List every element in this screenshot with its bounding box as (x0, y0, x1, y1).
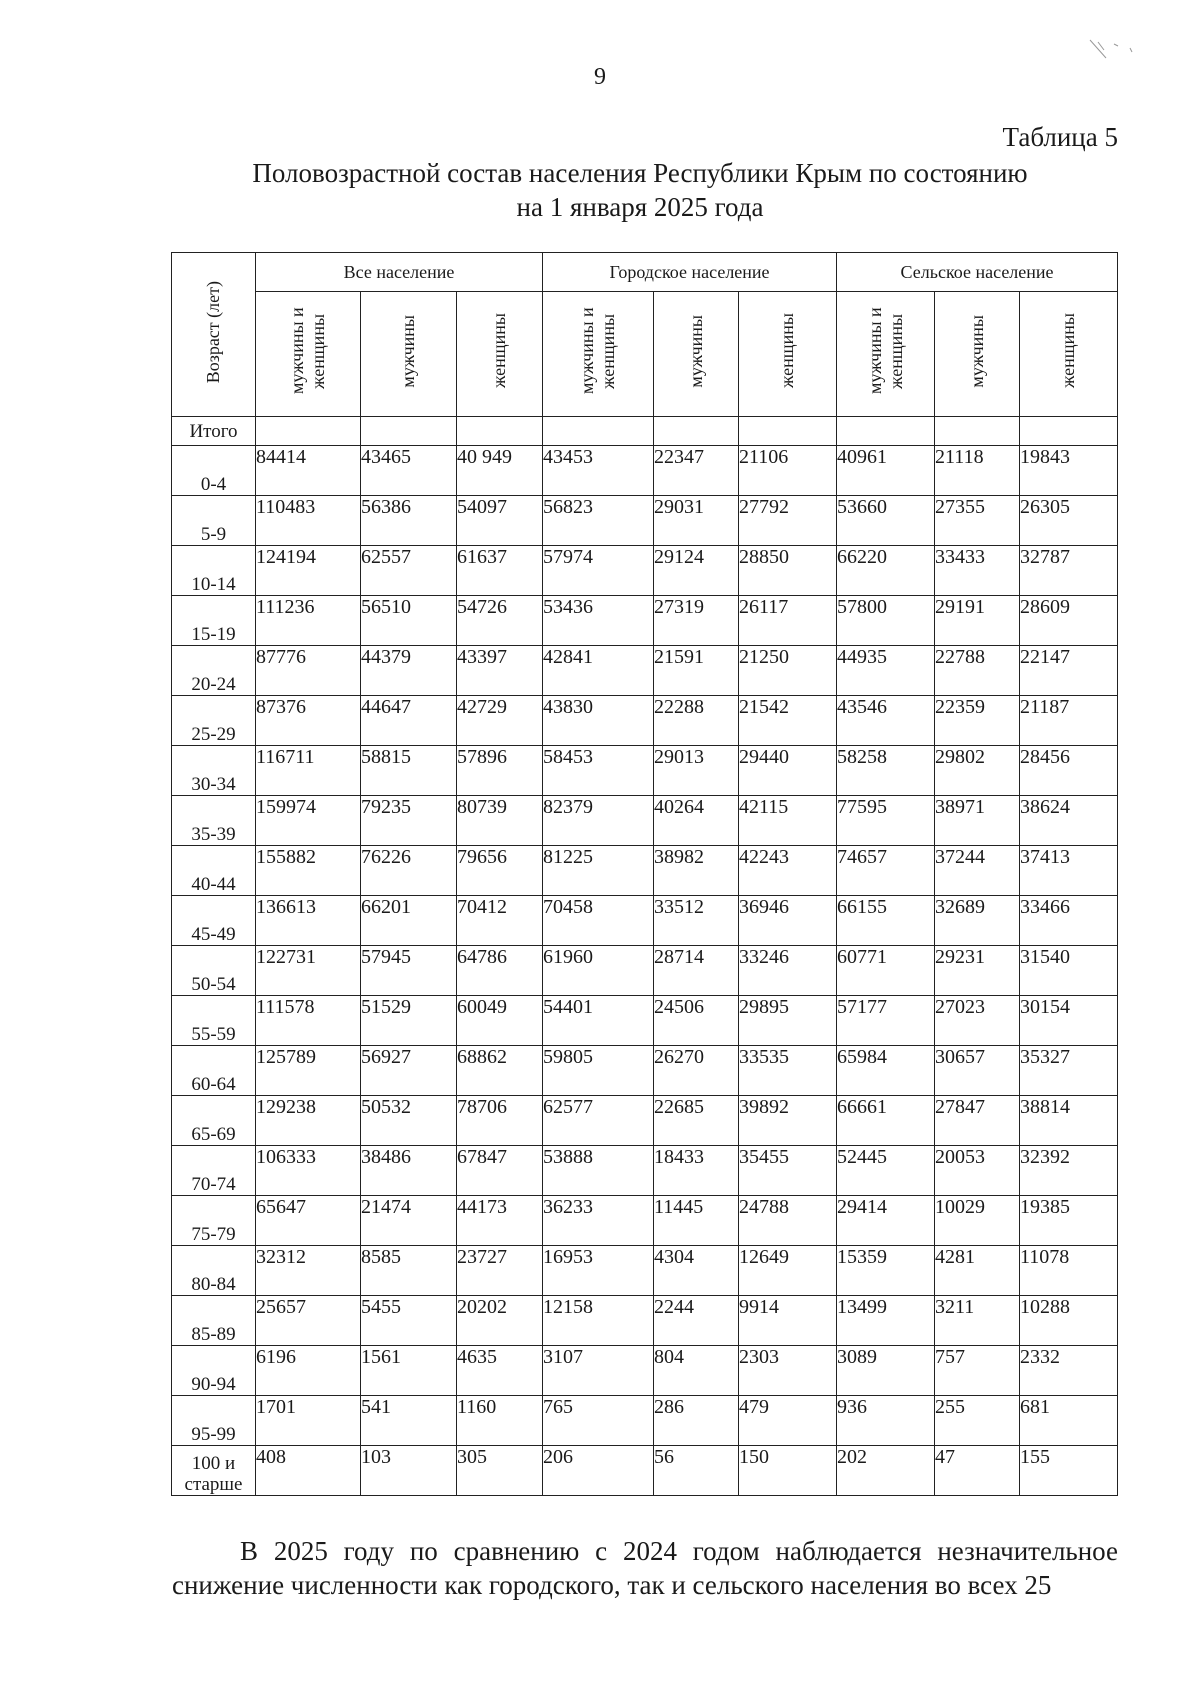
value-cell: 44173 (457, 1196, 543, 1246)
value-cell: 74657 (837, 846, 935, 896)
table-row (172, 846, 1118, 896)
value-cell: 61960 (543, 946, 654, 996)
table-row (172, 1096, 1118, 1146)
value-cell: 58453 (543, 746, 654, 796)
value-cell: 29802 (935, 746, 1020, 796)
value-cell: 19843 (1020, 446, 1118, 496)
value-cell: 33535 (739, 1046, 837, 1096)
value-cell: 68862 (457, 1046, 543, 1096)
total-cell (361, 417, 457, 446)
value-cell: 27355 (935, 496, 1020, 546)
value-cell: 28609 (1020, 596, 1118, 646)
value-cell: 26270 (654, 1046, 739, 1096)
value-cell: 25657 (256, 1296, 361, 1346)
value-cell: 81225 (543, 846, 654, 896)
value-cell: 26117 (739, 596, 837, 646)
value-cell: 3089 (837, 1346, 935, 1396)
value-cell: 155 (1020, 1446, 1118, 1496)
value-cell: 30657 (935, 1046, 1020, 1096)
value-cell: 757 (935, 1346, 1020, 1396)
value-cell: 33466 (1020, 896, 1118, 946)
value-cell: 103 (361, 1446, 457, 1496)
value-cell: 37244 (935, 846, 1020, 896)
value-cell: 129238 (256, 1096, 361, 1146)
value-cell: 12649 (739, 1246, 837, 1296)
value-cell: 54097 (457, 496, 543, 546)
value-cell: 1561 (361, 1346, 457, 1396)
value-cell: 70458 (543, 896, 654, 946)
value-cell: 53436 (543, 596, 654, 646)
value-cell: 57974 (543, 546, 654, 596)
value-cell: 29013 (654, 746, 739, 796)
age-group-cell: 55-59 (172, 996, 256, 1046)
value-cell: 39892 (739, 1096, 837, 1146)
subheader-urban-men: мужчины (654, 292, 739, 417)
value-cell: 124194 (256, 546, 361, 596)
value-cell: 42115 (739, 796, 837, 846)
value-cell: 2244 (654, 1296, 739, 1346)
page-number: 9 (594, 64, 606, 90)
value-cell: 29440 (739, 746, 837, 796)
value-cell: 2332 (1020, 1346, 1118, 1396)
value-cell: 57800 (837, 596, 935, 646)
value-cell: 27847 (935, 1096, 1020, 1146)
value-cell: 28456 (1020, 746, 1118, 796)
subheader-all-women: женщины (457, 292, 543, 417)
value-cell: 122731 (256, 946, 361, 996)
value-cell: 13499 (837, 1296, 935, 1346)
value-cell: 62557 (361, 546, 457, 596)
value-cell: 21250 (739, 646, 837, 696)
value-cell: 79656 (457, 846, 543, 896)
total-cell (543, 417, 654, 446)
value-cell: 29191 (935, 596, 1020, 646)
value-cell: 155882 (256, 846, 361, 896)
value-cell: 27319 (654, 596, 739, 646)
table-row (172, 796, 1118, 846)
value-cell: 56927 (361, 1046, 457, 1096)
value-cell: 22359 (935, 696, 1020, 746)
value-cell: 255 (935, 1396, 1020, 1446)
value-cell: 66661 (837, 1096, 935, 1146)
value-cell: 43453 (543, 446, 654, 496)
age-group-cell: 15-19 (172, 596, 256, 646)
value-cell: 106333 (256, 1146, 361, 1196)
value-cell: 43546 (837, 696, 935, 746)
value-cell: 305 (457, 1446, 543, 1496)
value-cell: 20053 (935, 1146, 1020, 1196)
value-cell: 38982 (654, 846, 739, 896)
value-cell: 52445 (837, 1146, 935, 1196)
value-cell: 150 (739, 1446, 837, 1496)
table-row (172, 1446, 1118, 1496)
value-cell: 44935 (837, 646, 935, 696)
age-group-cell: 45-49 (172, 896, 256, 946)
age-group-cell: 20-24 (172, 646, 256, 696)
age-group-cell: 70-74 (172, 1146, 256, 1196)
value-cell: 42729 (457, 696, 543, 746)
value-cell: 50532 (361, 1096, 457, 1146)
group-header-rural: Сельское население (837, 253, 1118, 292)
value-cell: 111578 (256, 996, 361, 1046)
value-cell: 38624 (1020, 796, 1118, 846)
value-cell: 64786 (457, 946, 543, 996)
value-cell: 22288 (654, 696, 739, 746)
table-row (172, 546, 1118, 596)
value-cell: 15359 (837, 1246, 935, 1296)
table-row (172, 646, 1118, 696)
value-cell: 59805 (543, 1046, 654, 1096)
group-header-urban: Городское население (543, 253, 837, 292)
value-cell: 16953 (543, 1246, 654, 1296)
table-row (172, 1196, 1118, 1246)
subheader-all-men: мужчины (361, 292, 457, 417)
value-cell: 38486 (361, 1146, 457, 1196)
value-cell: 57177 (837, 996, 935, 1046)
value-cell: 2303 (739, 1346, 837, 1396)
total-row (172, 417, 1118, 446)
value-cell: 21106 (739, 446, 837, 496)
table-row (172, 1396, 1118, 1446)
value-cell: 32392 (1020, 1146, 1118, 1196)
value-cell: 57945 (361, 946, 457, 996)
age-group-cell: 25-29 (172, 696, 256, 746)
value-cell: 202 (837, 1446, 935, 1496)
value-cell: 37413 (1020, 846, 1118, 896)
value-cell: 67847 (457, 1146, 543, 1196)
table-row (172, 946, 1118, 996)
table-row (172, 696, 1118, 746)
age-group-cell: 65-69 (172, 1096, 256, 1146)
table-row (172, 1296, 1118, 1346)
total-cell (654, 417, 739, 446)
age-group-cell: 100 и старше (172, 1446, 256, 1496)
value-cell: 26305 (1020, 496, 1118, 546)
value-cell: 3211 (935, 1296, 1020, 1346)
value-cell: 479 (739, 1396, 837, 1446)
value-cell: 56 (654, 1446, 739, 1496)
value-cell: 111236 (256, 596, 361, 646)
table-caption: Таблица 5 (1002, 122, 1118, 152)
total-cell (1020, 417, 1118, 446)
value-cell: 76226 (361, 846, 457, 896)
total-cell (935, 417, 1020, 446)
value-cell: 24506 (654, 996, 739, 1046)
value-cell: 38814 (1020, 1096, 1118, 1146)
value-cell: 61637 (457, 546, 543, 596)
value-cell: 408 (256, 1446, 361, 1496)
total-cell (837, 417, 935, 446)
value-cell: 23727 (457, 1246, 543, 1296)
table-row (172, 1146, 1118, 1196)
value-cell: 32312 (256, 1246, 361, 1296)
value-cell: 40264 (654, 796, 739, 846)
value-cell: 21118 (935, 446, 1020, 496)
value-cell: 62577 (543, 1096, 654, 1146)
value-cell: 110483 (256, 496, 361, 546)
value-cell: 77595 (837, 796, 935, 846)
value-cell: 32787 (1020, 546, 1118, 596)
value-cell: 42841 (543, 646, 654, 696)
age-group-cell: 30-34 (172, 746, 256, 796)
value-cell: 22685 (654, 1096, 739, 1146)
value-cell: 36233 (543, 1196, 654, 1246)
population-table (171, 252, 1118, 1496)
value-cell: 47 (935, 1446, 1020, 1496)
value-cell: 53660 (837, 496, 935, 546)
value-cell: 11078 (1020, 1246, 1118, 1296)
value-cell: 33512 (654, 896, 739, 946)
table-title-line-2: на 1 января 2025 года (516, 192, 764, 222)
value-cell: 29895 (739, 996, 837, 1046)
value-cell: 29124 (654, 546, 739, 596)
value-cell: 541 (361, 1396, 457, 1446)
total-cell (457, 417, 543, 446)
value-cell: 70412 (457, 896, 543, 946)
table-row (172, 596, 1118, 646)
value-cell: 40 949 (457, 446, 543, 496)
value-cell: 136613 (256, 896, 361, 946)
subheader-all-total: мужчины и женщины (256, 292, 361, 417)
value-cell: 66220 (837, 546, 935, 596)
age-group-cell: 40-44 (172, 846, 256, 896)
value-cell: 38971 (935, 796, 1020, 846)
value-cell: 1701 (256, 1396, 361, 1446)
scan-mark (1084, 36, 1140, 72)
value-cell: 8585 (361, 1246, 457, 1296)
age-group-cell: 75-79 (172, 1196, 256, 1246)
subheader-urban-total: мужчины и женщины (543, 292, 654, 417)
value-cell: 286 (654, 1396, 739, 1446)
value-cell: 43465 (361, 446, 457, 496)
value-cell: 681 (1020, 1396, 1118, 1446)
table-row (172, 446, 1118, 496)
age-group-cell: 90-94 (172, 1346, 256, 1396)
age-group-cell: 5-9 (172, 496, 256, 546)
value-cell: 206 (543, 1446, 654, 1496)
body-paragraph: В 2025 году по сравнению с 2024 годом наблюдается незначительное снижение численности как городского, так и сельского населения во всех 25 (172, 1536, 1118, 1600)
value-cell: 3107 (543, 1346, 654, 1396)
value-cell: 78706 (457, 1096, 543, 1146)
value-cell: 66201 (361, 896, 457, 946)
value-cell: 4304 (654, 1246, 739, 1296)
value-cell: 21187 (1020, 696, 1118, 746)
value-cell: 42243 (739, 846, 837, 896)
value-cell: 27792 (739, 496, 837, 546)
age-group-cell: 80-84 (172, 1246, 256, 1296)
value-cell: 21591 (654, 646, 739, 696)
value-cell: 29231 (935, 946, 1020, 996)
table-row (172, 496, 1118, 546)
value-cell: 31540 (1020, 946, 1118, 996)
age-group-cell: 0-4 (172, 446, 256, 496)
age-column-header: Возраст (лет) (172, 253, 256, 417)
total-cell (739, 417, 837, 446)
value-cell: 9914 (739, 1296, 837, 1346)
value-cell: 22147 (1020, 646, 1118, 696)
value-cell: 1160 (457, 1396, 543, 1446)
value-cell: 80739 (457, 796, 543, 846)
age-group-cell: 85-89 (172, 1296, 256, 1346)
value-cell: 87376 (256, 696, 361, 746)
value-cell: 765 (543, 1396, 654, 1446)
subheader-urban-women: женщины (739, 292, 837, 417)
value-cell: 40961 (837, 446, 935, 496)
value-cell: 79235 (361, 796, 457, 846)
value-cell: 936 (837, 1396, 935, 1446)
value-cell: 18433 (654, 1146, 739, 1196)
value-cell: 54726 (457, 596, 543, 646)
value-cell: 4635 (457, 1346, 543, 1396)
value-cell: 28714 (654, 946, 739, 996)
value-cell: 5455 (361, 1296, 457, 1346)
value-cell: 10029 (935, 1196, 1020, 1246)
age-group-cell: 35-39 (172, 796, 256, 846)
value-cell: 28850 (739, 546, 837, 596)
value-cell: 6196 (256, 1346, 361, 1396)
table-title (160, 156, 1120, 224)
value-cell: 29031 (654, 496, 739, 546)
value-cell: 44379 (361, 646, 457, 696)
value-cell: 58815 (361, 746, 457, 796)
value-cell: 53888 (543, 1146, 654, 1196)
value-cell: 27023 (935, 996, 1020, 1046)
value-cell: 87776 (256, 646, 361, 696)
value-cell: 35327 (1020, 1046, 1118, 1096)
value-cell: 33433 (935, 546, 1020, 596)
value-cell: 54401 (543, 996, 654, 1046)
age-group-cell: 50-54 (172, 946, 256, 996)
value-cell: 65647 (256, 1196, 361, 1246)
subheader-rural-women: женщины (1020, 292, 1118, 417)
value-cell: 84414 (256, 446, 361, 496)
age-group-cell: 60-64 (172, 1046, 256, 1096)
value-cell: 56823 (543, 496, 654, 546)
value-cell: 36946 (739, 896, 837, 946)
value-cell: 33246 (739, 946, 837, 996)
value-cell: 57896 (457, 746, 543, 796)
value-cell: 804 (654, 1346, 739, 1396)
total-label: Итого (172, 417, 256, 446)
value-cell: 35455 (739, 1146, 837, 1196)
table-row (172, 1046, 1118, 1096)
value-cell: 11445 (654, 1196, 739, 1246)
group-header-all: Все население (256, 253, 543, 292)
value-cell: 22347 (654, 446, 739, 496)
value-cell: 56386 (361, 496, 457, 546)
value-cell: 24788 (739, 1196, 837, 1246)
value-cell: 58258 (837, 746, 935, 796)
table-row (172, 1346, 1118, 1396)
value-cell: 19385 (1020, 1196, 1118, 1246)
value-cell: 116711 (256, 746, 361, 796)
table-row (172, 996, 1118, 1046)
value-cell: 29414 (837, 1196, 935, 1246)
subheader-rural-total: мужчины и женщины (837, 292, 935, 417)
total-cell (256, 417, 361, 446)
value-cell: 10288 (1020, 1296, 1118, 1346)
value-cell: 125789 (256, 1046, 361, 1096)
table-row (172, 1246, 1118, 1296)
table-title-line-1: Половозрастной состав населения Республики Крым по состоянию (252, 158, 1028, 188)
value-cell: 4281 (935, 1246, 1020, 1296)
table-row (172, 746, 1118, 796)
table-row (172, 896, 1118, 946)
value-cell: 20202 (457, 1296, 543, 1346)
value-cell: 44647 (361, 696, 457, 746)
value-cell: 21542 (739, 696, 837, 746)
age-group-cell: 95-99 (172, 1396, 256, 1446)
age-group-cell: 10-14 (172, 546, 256, 596)
value-cell: 66155 (837, 896, 935, 946)
value-cell: 22788 (935, 646, 1020, 696)
value-cell: 159974 (256, 796, 361, 846)
value-cell: 32689 (935, 896, 1020, 946)
value-cell: 60049 (457, 996, 543, 1046)
subheader-rural-men: мужчины (935, 292, 1020, 417)
value-cell: 56510 (361, 596, 457, 646)
value-cell: 65984 (837, 1046, 935, 1096)
value-cell: 21474 (361, 1196, 457, 1246)
value-cell: 12158 (543, 1296, 654, 1346)
value-cell: 43830 (543, 696, 654, 746)
value-cell: 51529 (361, 996, 457, 1046)
value-cell: 60771 (837, 946, 935, 996)
value-cell: 30154 (1020, 996, 1118, 1046)
value-cell: 43397 (457, 646, 543, 696)
value-cell: 82379 (543, 796, 654, 846)
